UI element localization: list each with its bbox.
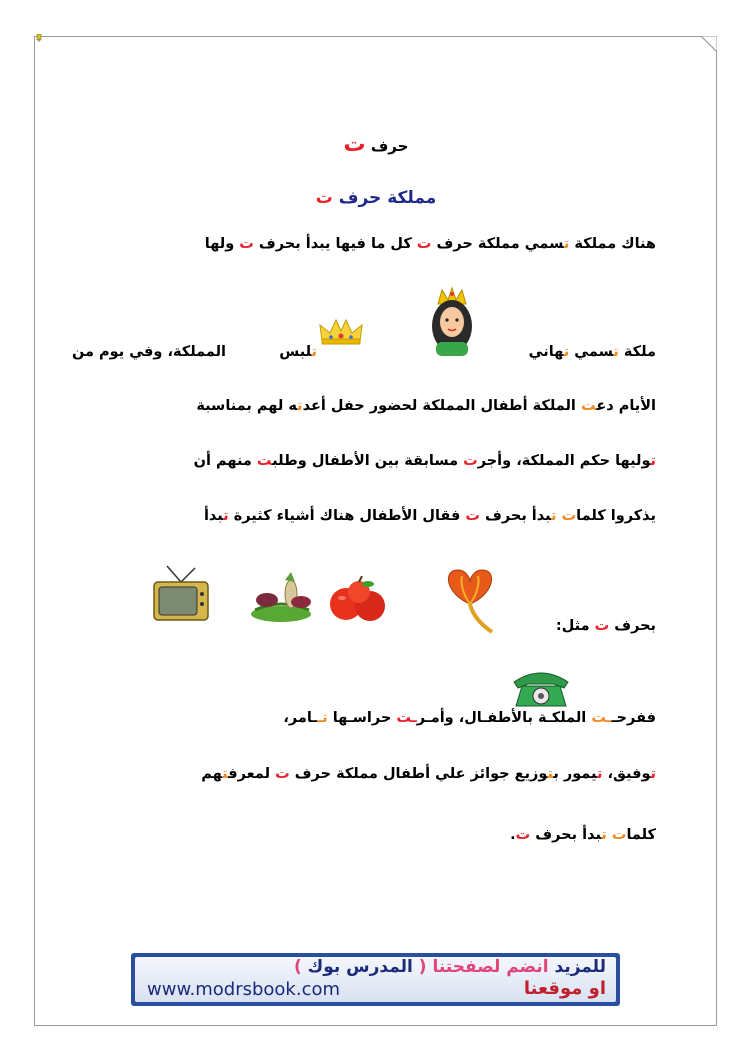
page-fold-icon [701, 36, 717, 52]
story-line-2b: تلبس [279, 344, 317, 360]
queen-icon [424, 286, 480, 356]
story-line-2c: المملكة، وفي يوم من [71, 344, 226, 360]
tv-icon [151, 564, 211, 624]
crown-icon [318, 317, 364, 347]
berries-icon [245, 570, 317, 624]
promo-line-1: للمزيد انضم لصفحتنا ( المدرس بوك ) [293, 957, 606, 977]
story-line-2a: ملكة تسمي تهاني [528, 344, 656, 360]
promo-banner-inner [135, 957, 616, 1002]
subtitle-letter: ت [315, 188, 333, 208]
story-line-1: هناك مملكة تسمي مملكة حرف ت كل ما فيها يبدأ بحرف ت ولها [204, 236, 656, 252]
title-text: حرف [365, 137, 409, 155]
page-title [0, 132, 752, 157]
page [34, 36, 717, 1026]
story-line-3: الأيام دعت الملكة أطفال المملكة لحضور حفل أعدته لهم بمناسبة [196, 398, 656, 414]
subtitle-text: مملكة حرف [332, 188, 437, 208]
page-subtitle [0, 188, 752, 208]
story-line-8: توفيق، تيمور بتوزيع جوائز علي أطفال مملكة حرف ت لمعرفتهم [201, 766, 656, 782]
figs-icon [440, 564, 500, 638]
phone-icon [510, 668, 572, 708]
story-line-7: ففرحــت الملكـة بالأطفـال، وأمـرـت حراسـها تــامر، [283, 710, 656, 726]
story-line-6: بحرف ت مثل: [555, 618, 656, 634]
story-line-5: يذكروا كلمات تبدأ بحرف ت فقال الأطفال هناك أشياء كثيرة تبدأ [203, 508, 656, 524]
pin-icon [36, 34, 42, 42]
story-line-4: توليها حكم المملكة، وأجرت مسابقة بين الأطفال وطلبت منهم أن [193, 453, 656, 469]
promo-line-2: او موقعنا [523, 978, 606, 999]
apples-icon [326, 576, 392, 624]
promo-url-link[interactable]: www.modrsbook.com [147, 979, 341, 1000]
story-line-9: كلمات تبدأ بحرف ت. [510, 827, 656, 843]
promo-banner[interactable] [131, 953, 620, 1006]
title-letter: ت [343, 132, 366, 157]
